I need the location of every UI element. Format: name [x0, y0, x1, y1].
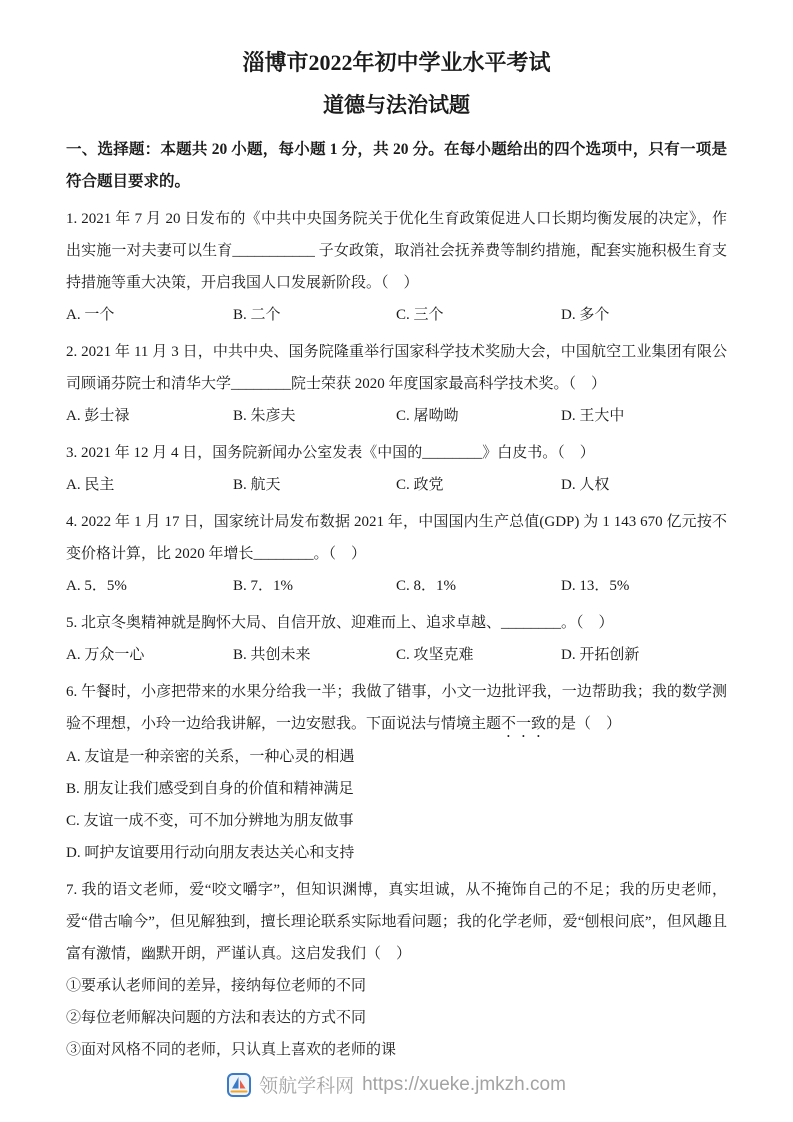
- question-6-stem-emphasis: 不一致: [501, 716, 547, 732]
- option-a: A. 一个: [66, 307, 115, 323]
- option-d: D. 开拓创新: [561, 647, 640, 663]
- question-6: [66, 676, 727, 869]
- question-5: [66, 607, 727, 671]
- question-3-options: [66, 469, 727, 501]
- option-a: A. 万众一心: [66, 647, 145, 663]
- question-4-stem: 4. 2022 年 1 月 17 日，国家统计局发布数据 2021 年，中国国内生产总值(GDP) 为 1 143 670 亿元按不变价格计算，比 2020 年增长________。（ ）: [66, 514, 727, 562]
- question-1-stem: 1. 2021 年 7 月 20 日发布的《中共中央国务院关于优化生育政策促进人口长期均衡发展的决定》，作出实施一对夫妻可以生育___________ 子女政策，取消社会抚养费等制约措施，配套实施积极生育支持措施等重大决策，开启我国人口发展新阶段。（ ）: [66, 211, 727, 291]
- question-2: [66, 336, 727, 432]
- option-a: A. 彭士禄: [66, 408, 130, 424]
- option-d: D. 呵护友谊要用行动向朋友表达关心和支持: [66, 845, 355, 861]
- option-b: B. 7．1%: [233, 578, 294, 594]
- xueke-logo-icon: [227, 1073, 251, 1097]
- option-c: C. 攻坚克难: [396, 647, 474, 663]
- question-1: [66, 203, 727, 331]
- question-7: [66, 874, 727, 1066]
- statement-2: ②每位老师解决问题的方法和表达的方式不同: [66, 1010, 367, 1026]
- option-d: D. 多个: [561, 307, 610, 323]
- option-b: B. 朱彦夫: [233, 408, 296, 424]
- question-6-stem-before: 6. 午餐时，小彦把带来的水果分给我一半；我做了错事，小文一边批评我，一边帮助我；我的数学测验不理想，小玲一边给我讲解，一边安慰我。下面说法与情境主题: [66, 684, 727, 732]
- option-a: A. 友谊是一种亲密的关系，一种心灵的相遇: [66, 749, 355, 765]
- option-c: C. 8．1%: [396, 578, 457, 594]
- question-3: [66, 437, 727, 501]
- paper-title: 淄博市2022年初中学业水平考试: [242, 50, 551, 75]
- question-5-stem: 5. 北京冬奥精神就是胸怀大局、自信开放、迎难而上、追求卓越、________。（ ）: [66, 615, 614, 631]
- paper-subtitle: 道德与法治试题: [323, 93, 470, 117]
- statement-1: ①要承认老师间的差异，接纳每位老师的不同: [66, 978, 367, 994]
- option-d: D. 王大中: [561, 408, 625, 424]
- option-c: C. 三个: [396, 307, 444, 323]
- question-5-options: [66, 639, 727, 671]
- option-a: A. 5．5%: [66, 578, 127, 594]
- option-b: B. 共创未来: [233, 647, 311, 663]
- question-7-stem: 7. 我的语文老师，爱“咬文嚼字”，但知识渊博，真实坦诚，从不掩饰自己的不足；我的历史老师，爱“借古喻今”，但见解独到，擅长理论联系实际地看问题；我的化学老师，爱“刨根问底”，但风趣且富有激情，幽默开朗，严谨认真。这启发我们（ ）: [66, 882, 727, 962]
- option-b: B. 二个: [233, 307, 281, 323]
- option-c: C. 屠呦呦: [396, 408, 459, 424]
- watermark-site-name: 领航学科网: [259, 1076, 355, 1097]
- question-2-options: [66, 400, 727, 432]
- statement-3: ③面对风格不同的老师，只认真上喜欢的老师的课: [66, 1042, 397, 1058]
- option-d: D. 13．5%: [561, 578, 630, 594]
- question-6-stem: [66, 676, 727, 741]
- question-2-stem: 2. 2021 年 11 月 3 日，中共中央、国务院隆重举行国家科学技术奖励大会，中国航空工业集团有限公司顾诵芬院士和清华大学________院士荣获 2020 年度国家最高科学技术奖。（ ）: [66, 344, 727, 392]
- option-c: C. 友谊一成不变，可不加分辨地为朋友做事: [66, 813, 354, 829]
- option-b: B. 朋友让我们感受到自身的价值和精神满足: [66, 781, 354, 797]
- question-4: [66, 506, 727, 602]
- section-header: 一、选择题：本题共 20 小题，每小题 1 分，共 20 分。在每小题给出的四个选项中，只有一项是符合题目要求的。: [66, 141, 727, 190]
- option-b: B. 航天: [233, 477, 281, 493]
- question-3-stem: 3. 2021 年 12 月 4 日，国务院新闻办公室发表《中国的________》白皮书。（ ）: [66, 445, 595, 461]
- watermark-footer: [0, 1071, 793, 1098]
- question-1-options: [66, 299, 727, 331]
- option-c: C. 政党: [396, 477, 444, 493]
- question-6-stem-after: 的是（ ）: [546, 716, 622, 732]
- option-d: D. 人权: [561, 477, 610, 493]
- watermark-site-url: https://xueke.jmkzh.com: [362, 1073, 566, 1095]
- option-a: A. 民主: [66, 477, 115, 493]
- question-4-options: [66, 570, 727, 602]
